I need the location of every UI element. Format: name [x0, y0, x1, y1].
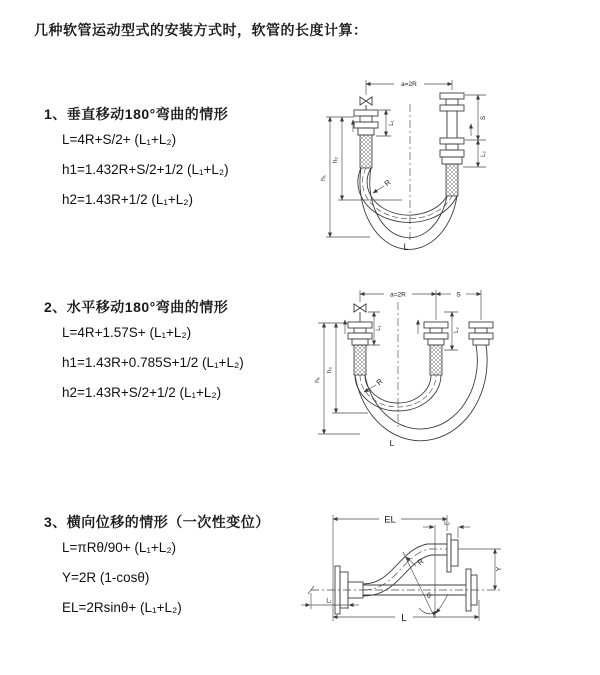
dim-label-l2: L₂ — [444, 520, 450, 527]
dim-label-y: Y — [496, 566, 503, 572]
angle-arc-arrow — [419, 608, 437, 614]
dim-label-l1: L₁ — [389, 120, 395, 126]
left-flange — [354, 110, 378, 135]
section-2 — [44, 297, 344, 417]
dim-label-l1: L₁ — [376, 325, 382, 331]
valve-icon — [360, 97, 372, 105]
right-flange — [469, 322, 493, 345]
hose-curves — [355, 345, 487, 441]
braided-hose-section — [446, 164, 458, 196]
section-1-formula-h1: h1=1.432R+S/2+1/2 (L₁+L₂) — [62, 162, 229, 177]
section-3-formula-Y: Y=2R (1-cosθ) — [62, 570, 150, 585]
braided-hose-section — [360, 135, 372, 168]
radius-label: R — [382, 177, 393, 188]
dim-label-s: S — [480, 115, 487, 121]
section-2-heading: 2、水平移动180°弯曲的情形 — [44, 299, 229, 315]
section-1 — [44, 104, 344, 224]
diagram-vertical-180-bend — [310, 70, 600, 265]
valve-icon — [354, 304, 366, 312]
dim-label-a2r: a=2R — [390, 291, 406, 299]
diagram-lateral-displacement — [295, 505, 595, 665]
right-flange-lower — [440, 138, 464, 164]
section-2-formula-h2: h2=1.43R+S/2+1/2 (L₁+L₂) — [62, 385, 222, 400]
dim-label-h1: h₁ — [320, 175, 327, 181]
dim-label-el: EL — [384, 514, 396, 526]
section-2-formula-L: L=4R+1.57S+ (L₁+L₂) — [62, 325, 192, 340]
section-3-formula-EL: EL=2Rsinθ+ (L₁+L₂) — [62, 600, 182, 615]
dim-label-h2: h₂ — [326, 366, 333, 374]
dim-label-l: L — [389, 438, 395, 448]
dim-label-l1: L₁ — [326, 598, 332, 605]
braided-hose-section — [354, 345, 366, 375]
dim-label-h1: h₁ — [314, 377, 321, 383]
radius-label: R — [374, 376, 385, 387]
upper-flange — [447, 534, 458, 572]
braided-hose-section — [430, 345, 442, 375]
page-title: 几种软管运动型式的安装方式时，软管的长度计算： — [34, 22, 368, 38]
section-3-formula-L: L=πRθ/90+ (L₁+L₂) — [62, 540, 177, 555]
hose-curves — [358, 168, 457, 249]
dim-label-l2: L₂ — [454, 327, 460, 333]
section-2-formula-h1: h1=1.43R+0.785S+1/2 (L₁+L₂) — [62, 355, 244, 370]
dim-label-s: S — [456, 291, 461, 299]
dim-label-l2: L₂ — [481, 151, 487, 157]
dim-label-l: L — [403, 242, 409, 252]
left-flange — [348, 322, 372, 345]
section-3-heading: 3、横向位移的情形（一次性变位） — [44, 514, 270, 530]
section-1-formula-L: L=4R+S/2+ (L₁+L₂) — [62, 132, 177, 147]
angle-arc-arrow — [436, 594, 448, 613]
dim-label-a2r: a=2R — [401, 81, 417, 88]
radius-label: R — [415, 556, 426, 567]
diagram-horizontal-180-bend — [310, 278, 600, 453]
middle-flange — [424, 322, 448, 345]
angle-label-theta: θ — [427, 593, 431, 600]
hose-s-curve — [363, 544, 447, 596]
dim-label-h2: h₂ — [332, 156, 339, 164]
section-1-heading: 1、垂直移动180°弯曲的情形 — [44, 106, 229, 122]
dim-label-l: L — [401, 613, 407, 624]
right-flange-upper — [440, 93, 464, 111]
section-1-formula-h2: h2=1.43R+1/2 (L₁+L₂) — [62, 192, 194, 207]
